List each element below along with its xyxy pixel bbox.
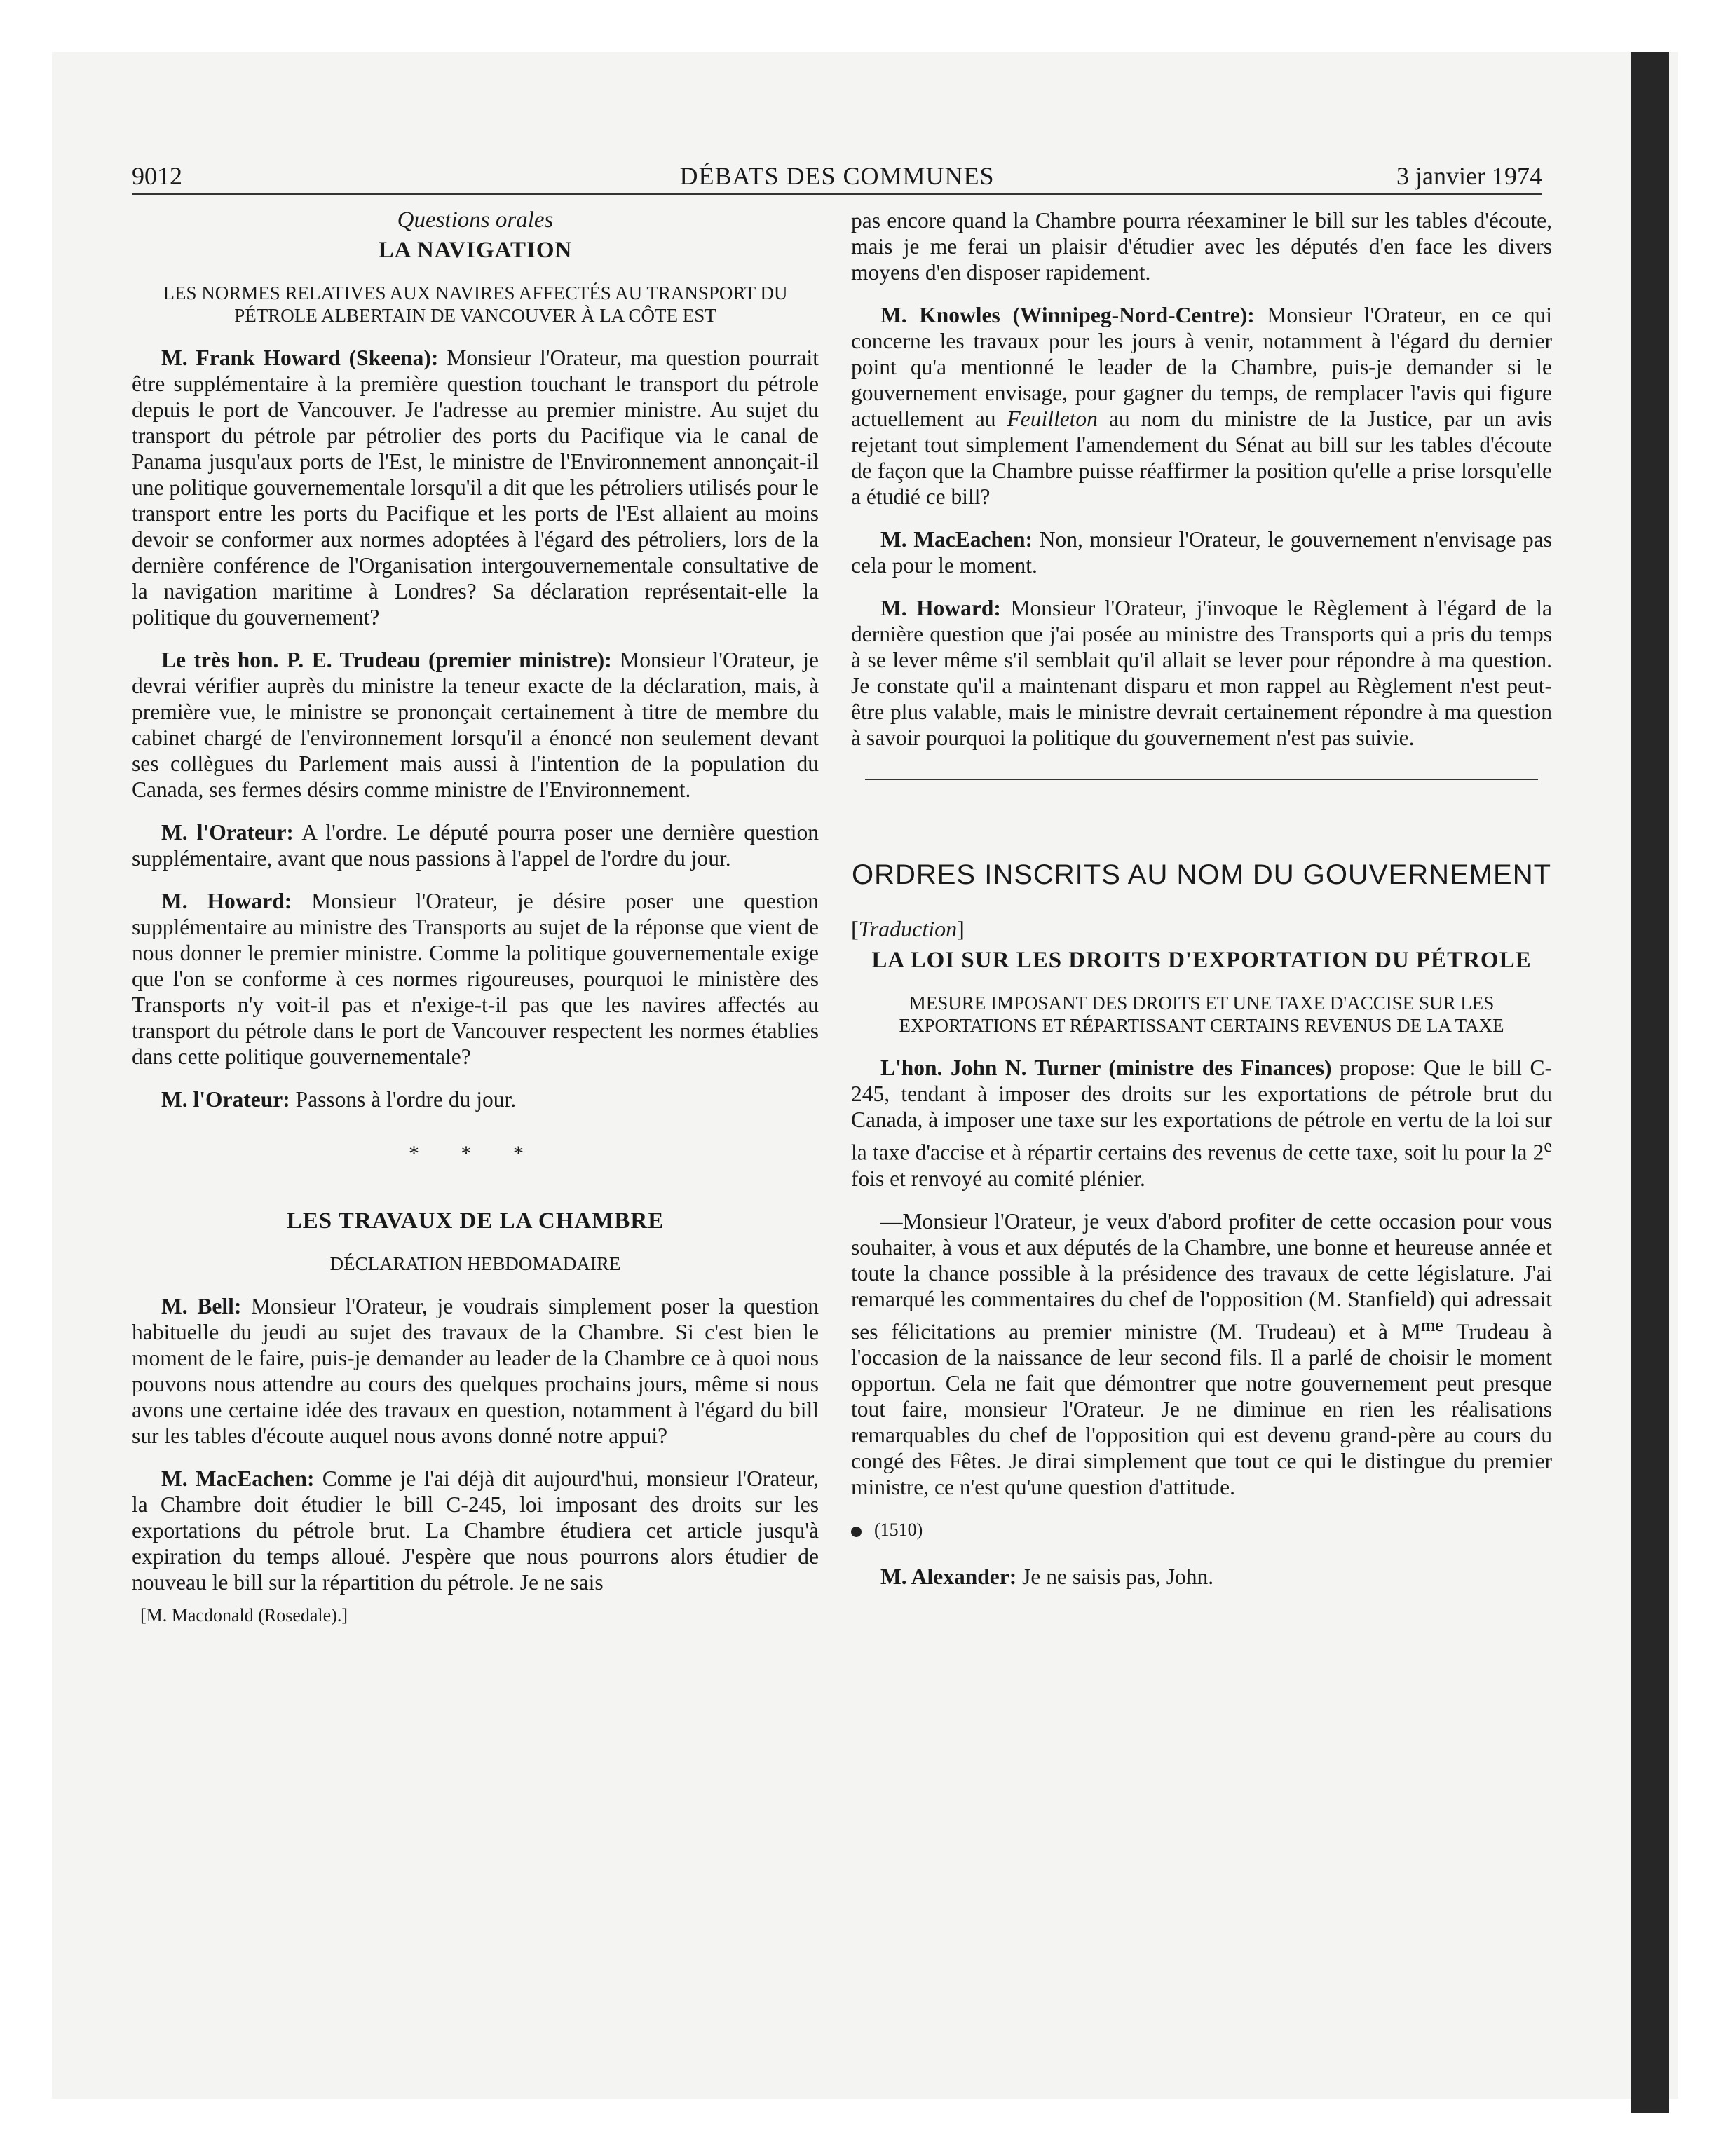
section-subheading: MESURE IMPOSANT DES DROITS ET UNE TAXE D'ACCISE SUR LES EXPORTATIONS ET RÉPARTISSANT CERTAINS REVENUS DE LA TAXE <box>899 992 1504 1036</box>
speaker-name: L'hon. John N. Turner (ministre des Finances) <box>880 1056 1332 1080</box>
speech-text: propose: Que le bill C-245, tendant à imposer des droits sur les exportations de pétrole brut du Canada, à imposer une taxe sur les exportations de pétrole en vertu de la loi sur la taxe d'accise et à répartir certains des revenus de cette taxe, soit lu pour la 2 <box>851 1056 1552 1165</box>
speaker-name: M. Knowles (Winnipeg-Nord-Centre): <box>880 303 1255 327</box>
speech-paragraph <box>132 1086 819 1112</box>
speaker-name: M. Howard: <box>161 889 292 913</box>
speech-text: Je ne saisis pas, John. <box>1016 1564 1214 1589</box>
speaker-name: Le très hon. P. E. Trudeau (premier ministre): <box>161 648 612 672</box>
speaker-name: M. MacEachen: <box>880 527 1033 552</box>
section-heading: LA NAVIGATION <box>378 238 573 263</box>
speaker-name: M. Howard: <box>880 596 1001 620</box>
footnote: [M. Macdonald (Rosedale).] <box>140 1605 348 1625</box>
speech-text: au nom du ministre de la Justice, par un avis rejetant tout simplement l'amendement du Sénat au bill sur les tables d'écoute de façon que la Chambre puisse réaffirmer la position qu'elle a prise lorsqu'elle a étudié ce bill? <box>851 407 1552 509</box>
bullet-icon <box>851 1527 862 1537</box>
page-date: 3 janvier 1974 <box>1396 162 1542 190</box>
speech-paragraph <box>132 819 819 871</box>
speaker-name: M. l'Orateur: <box>161 1087 290 1112</box>
speech-paragraph <box>851 526 1552 578</box>
speaker-name: M. Alexander: <box>880 1564 1017 1589</box>
speech-paragraph <box>851 1564 1552 1590</box>
speech-text: Monsieur l'Orateur, j'invoque le Règlement à l'égard de la dernière question que j'ai posée au ministre des Transports qui a pris du temps à se lever même s'il semblait qu'il allait se lever pour répondre à ma question. Je constate qu'il a maintenant disparu et mon rappel au Règlement n'est peut-être plus valable, mais le ministre devrait certainement répondre à ma question à savoir pourquoi la politique du gouvernement n'est pas suivie. <box>851 596 1552 750</box>
bracket-close: ] <box>957 916 965 941</box>
speech-paragraph <box>851 595 1552 751</box>
speech-text: Monsieur l'Orateur, je voudrais simplement poser la question habituelle du jeudi au sujet des travaux de la Chambre. Si c'est bien le moment de le faire, puis-je demander au leader de la Chambre ce à quoi nous pouvons nous attendre au cours des quelques prochains jours, même si nous avons une certaine idée des travaux en question, notamment à l'égard du bill sur les tables d'écoute auquel nous avons donné notre appui? <box>132 1294 819 1448</box>
speech-text: Monsieur l'Orateur, ma question pourrait être supplémentaire à la première question touchant le transport du pétrole depuis le port de Vancouver. Je l'adresse au premier ministre. Au sujet du transport du pétrole par pétrolier des ports du Pacifique via le canal de Panama jusqu'aux ports de l'Est, le ministre de l'Environnement annonçait-il une politique gouvernementale lorsqu'il a dit que les pétroliers utilisés pour le transport entre les ports du Pacifique et les ports de l'Est allaient au moins devoir se conformer aux normes adoptées à l'égard des pétroliers, lors de la dernière conférence de l'Organisation intergouvernementale consultative de la navigation maritime à Londres? Sa déclaration représentait-elle la politique du gouvernement? <box>132 346 819 629</box>
time-code: (1510) <box>874 1520 923 1540</box>
speech-text: Monsieur l'Orateur, je désire poser une question supplémentaire au ministre des Transports au sujet de la réponse que vient de nous donner le premier ministre. Comme la politique gouvernementale exige que l'on se conforme à ces normes rigoureuses, pourquoi le ministère des Transports n'y voit-il pas et n'exige-t-il pas que les navires affectés au transport du pétrole dans le port de Vancouver respectent les normes établies dans cette politique gouvernementale? <box>132 889 819 1069</box>
horizontal-rule <box>865 779 1538 780</box>
binding-edge <box>1631 52 1669 2113</box>
bracket-open: [ <box>851 916 859 941</box>
section-subheading: LES NORMES RELATIVES AUX NAVIRES AFFECTÉS AU TRANSPORT DU PÉTROLE ALBERTAIN DE VANCOUVER À LA CÔTE EST <box>163 282 788 326</box>
translation-note <box>851 916 1552 942</box>
section-subheading: DÉCLARATION HEBDOMADAIRE <box>329 1253 621 1274</box>
section-heading: LES TRAVAUX DE LA CHAMBRE <box>286 1208 665 1234</box>
superscript: me <box>1420 1314 1443 1335</box>
right-column <box>851 207 1552 1606</box>
speech-paragraph <box>132 888 819 1070</box>
superscript: e <box>1544 1135 1552 1156</box>
section-label: Questions orales <box>397 207 554 233</box>
speech-text: Comme je l'ai déjà dit aujourd'hui, monsieur l'Orateur, la Chambre doit étudier le bill C-245, loi imposant des droits sur les exportations du pétrole brut. La Chambre étudiera cet article jusqu'à expiration du temps alloué. J'espère que nous pourrons alors étudier de nouveau le bill sur la répartition du pétrole. Je ne sais <box>132 1466 819 1595</box>
page-number: 9012 <box>132 162 182 190</box>
speech-text: A l'ordre. Le député pourra poser une dernière question supplémentaire, avant que nous passions à l'appel de l'ordre du jour. <box>132 820 819 871</box>
speech-text: Passons à l'ordre du jour. <box>290 1087 517 1112</box>
speech-paragraph <box>132 647 819 803</box>
speech-text: Monsieur l'Orateur, je devrai vérifier auprès du ministre la teneur exacte de la déclaration, mais, à première vue, le ministre se prononçait certainement à titre de membre du cabinet chargé de l'environnement lorsqu'il a énoncé non seulement devant ses collègues du Parlement mais aussi à l'intention de la population du Canada, ses fermes désirs comme ministre de l'Environnement. <box>132 648 819 802</box>
speech-paragraph <box>132 1466 819 1595</box>
speech-text: Trudeau à l'occasion de la naissance de leur second fils. Il a parlé de choisir le moment opportun. Cela ne fait que démontrer que notre gouvernement peut presque tout faire, monsieur l'Orateur. Je ne diminue en rien les réalisations remarquables du chef de l'opposition qui est devenu grand-père au cours du congé des Fêtes. Je dirai simplement que tout ce qui le distingue du premier ministre, ce n'est qu'une question d'attitude. <box>851 1319 1552 1499</box>
speech-paragraph <box>132 1293 819 1449</box>
speech-text: fois et renvoyé au comité plénier. <box>851 1166 1145 1191</box>
section-separator: * * * <box>409 1142 542 1165</box>
left-column <box>132 207 819 1628</box>
speaker-name: M. Bell: <box>161 1294 242 1318</box>
speech-text: —Monsieur l'Orateur, je veux d'abord profiter de cette occasion pour vous souhaiter, à vous et aux députés de la Chambre, une bonne et heureuse année et toute la chance possible à la présidence des travaux de cette législature. J'ai remarqué les commentaires du chef de l'opposition (M. Stanfield) qui adressait ses félicitations au premier ministre (M. Trudeau) et à M <box>851 1208 1552 1344</box>
italic-text: Feuilleton <box>1007 407 1098 431</box>
speech-paragraph <box>132 345 819 630</box>
speech-paragraph <box>851 207 1552 285</box>
speaker-name: M. l'Orateur: <box>161 820 294 845</box>
speaker-name: M. MacEachen: <box>161 1466 315 1491</box>
speech-text: pas encore quand la Chambre pourra réexaminer le bill sur les tables d'écoute, mais je me ferai un plaisir d'étudier avec les députés d'en face les divers moyens d'en disposer rapidement. <box>851 208 1552 285</box>
page-header <box>132 158 1542 195</box>
speaker-name: M. Frank Howard (Skeena): <box>161 346 439 370</box>
speech-paragraph <box>851 1208 1552 1501</box>
publication-title: DÉBATS DES COMMUNES <box>679 162 995 190</box>
time-marker <box>851 1517 1552 1543</box>
major-heading: ORDRES INSCRITS AU NOM DU GOUVERNEMENT <box>851 859 1552 890</box>
translation-label: Traduction <box>858 916 958 941</box>
speech-text: Non, monsieur l'Orateur, le gouvernement n'envisage pas cela pour le moment. <box>851 527 1552 578</box>
speech-paragraph <box>851 1055 1552 1192</box>
section-heading: LA LOI SUR LES DROITS D'EXPORTATION DU PÉTROLE <box>871 948 1532 973</box>
speech-paragraph <box>851 302 1552 510</box>
speech-text: Monsieur l'Orateur, en ce qui concerne les travaux pour les jours à venir, notamment à l'égard du dernier point qu'a mentionné le leader de la Chambre, puis-je demander si le gouvernement envisage, pour gagner du temps, de remplacer l'avis qui figure actuellement au <box>851 303 1552 431</box>
